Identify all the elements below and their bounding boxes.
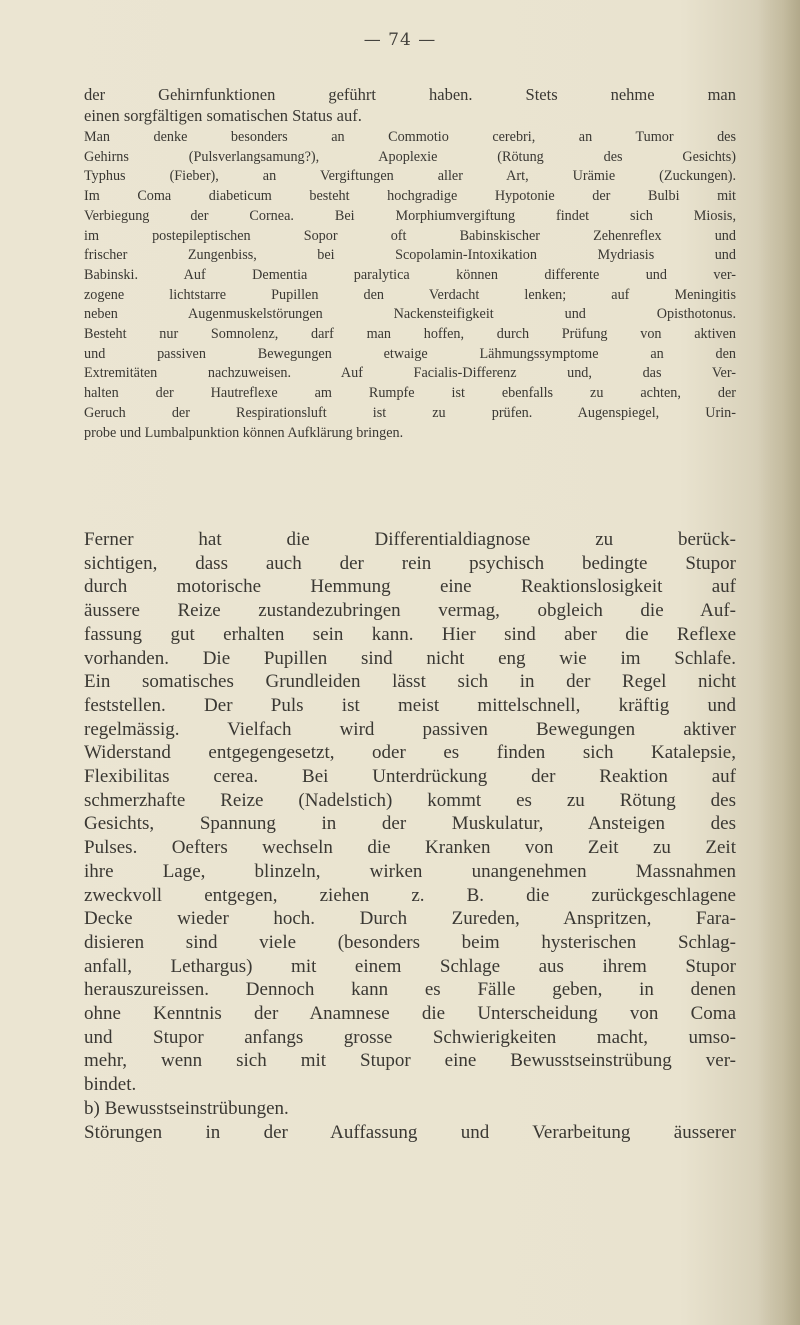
text-line: ohne Kenntnis der Anamnese die Unterscheidung von Coma (84, 1003, 736, 1025)
text-line: vorhanden. Die Pupillen sind nicht eng wie im Schlafe. (84, 647, 736, 669)
text-line: neben Augenmuskelstörungen Nackensteifigkeit und Opisthotonus. (84, 306, 736, 323)
text-line: anfall, Lethargus) mit einem Schlage aus ihrem Stupor (84, 955, 736, 977)
text-line: der Gehirnfunktionen geführt haben. Stets nehme man (84, 85, 736, 104)
intro-paragraph (84, 84, 736, 126)
text-line: Pulses. Oefters wechseln die Kranken von Zeit zu Zeit (84, 837, 736, 859)
text-line: mehr, wenn sich mit Stupor eine Bewusstseinstrübung ver- (84, 1050, 736, 1072)
text-line: und Stupor anfangs grosse Schwierigkeiten macht, umso- (84, 1026, 736, 1048)
page-edge-shadow (758, 0, 800, 1325)
text-line: disieren sind viele (besonders beim hysterischen Schlag- (84, 931, 736, 953)
text-line: durch motorische Hemmung eine Reaktionslosigkeit auf (84, 576, 736, 598)
text-line: Babinski. Auf Dementia paralytica können differente und ver- (84, 266, 736, 283)
text-line: Verbiegung der Cornea. Bei Morphiumvergiftung findet sich Miosis, (84, 207, 736, 224)
text-line: zweckvoll entgegen, ziehen z. B. die zurückgeschlagene (84, 884, 736, 906)
text-line: bindet. (84, 1074, 137, 1096)
text-line: Man denke besonders an Commotio cerebri, an Tumor des (84, 129, 736, 145)
text-line: zogene lichtstarre Pupillen den Verdacht lenken; auf Meningitis (84, 286, 736, 303)
text-line: Ferner hat die Differentialdiagnose zu berück- (84, 529, 736, 550)
text-line: äussere Reize zustandezubringen vermag, obgleich die Auf- (84, 600, 736, 622)
text-line: Im Coma diabeticum besteht hochgradige Hypotonie der Bulbi mit (84, 188, 736, 205)
text-line: regelmässig. Vielfach wird passiven Bewegungen aktiver (84, 718, 736, 740)
small-print-paragraph (84, 128, 736, 443)
text-line: halten der Hautreflexe am Rumpfe ist ebenfalls zu achten, der (84, 385, 736, 402)
text-line: ihre Lage, blinzeln, wirken unangenehmen Massnahmen (84, 860, 736, 882)
text-line: schmerzhafte Reize (Nadelstich) kommt es zu Rötung des (84, 789, 736, 811)
text-line: frischer Zungenbiss, bei Scopolamin-Intoxikation Mydriasis und (84, 247, 736, 264)
text-line: Gesichts, Spannung in der Muskulatur, Ansteigen des (84, 813, 736, 835)
page-number: — 74 — (363, 30, 437, 50)
text-line: feststellen. Der Puls ist meist mittelschnell, kräftig und (84, 694, 736, 716)
text-line: Flexibilitas cerea. Bei Unterdrückung der Reaktion auf (84, 766, 736, 788)
text-line: Geruch der Respirationsluft ist zu prüfen. Augenspiegel, Urin- (84, 404, 736, 421)
text-line: Decke wieder hoch. Durch Zureden, Anspritzen, Fara- (84, 908, 736, 930)
text-line: sichtigen, dass auch der rein psychisch bedingte Stupor (84, 552, 736, 574)
text-line: Ein somatisches Grundleiden lässt sich in der Regel nicht (84, 671, 736, 693)
text-line: fassung gut erhalten sein kann. Hier sind aber die Reflexe (84, 623, 736, 645)
text-line: Störungen in der Auffassung und Verarbeitung äusserer (84, 1121, 736, 1143)
text-line: im postepileptischen Sopor oft Babinskischer Zehenreflex und (84, 227, 736, 244)
text-line: Gehirns (Pulsverlangsamung?), Apoplexie (Rötung des Gesichts) (84, 148, 736, 165)
text-line: Typhus (Fieber), an Vergiftungen aller Art, Urämie (Zuckungen). (84, 168, 736, 185)
section-heading: b) Bewusstseinstrübungen. (84, 1097, 289, 1119)
text-line: und passiven Bewegungen etwaige Lähmungssymptome an den (84, 345, 736, 362)
text-line: Besteht nur Somnolenz, darf man hoffen, durch Prüfung von aktiven (84, 326, 736, 343)
text-line: Extremitäten nachzuweisen. Auf Facialis-Differenz und, das Ver- (84, 365, 736, 382)
main-paragraph (84, 528, 736, 1144)
text-line: Widerstand entgegengesetzt, oder es finden sich Katalepsie, (84, 742, 736, 764)
text-line: einen sorgfältigen somatischen Status auf. (84, 106, 362, 125)
text-line: probe und Lumbalpunktion können Aufklärung bringen. (84, 424, 404, 441)
text-line: herauszureissen. Dennoch kann es Fälle geben, in denen (84, 979, 736, 1001)
